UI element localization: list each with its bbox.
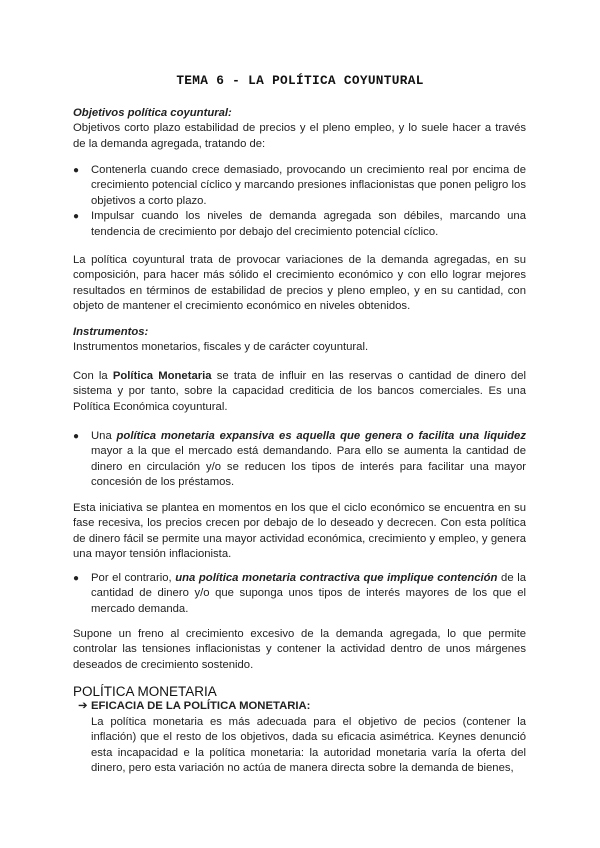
bullet-icon: ● bbox=[73, 211, 80, 223]
expansiva-bullet-block bbox=[73, 429, 526, 491]
list-item bbox=[73, 209, 526, 240]
emphasis-text: una política monetaria contractiva que implique contención bbox=[175, 572, 498, 584]
objetivos-intro: Objetivos corto plazo estabilidad de precios y el pleno empleo, y lo suele hacer a través de la demanda agregada, tratando de: bbox=[73, 122, 526, 150]
instrumentos-text: Instrumentos monetarios, fiscales y de carácter coyuntural. bbox=[73, 341, 369, 354]
list-item bbox=[73, 429, 526, 491]
bold-term: Política Monetaria bbox=[112, 370, 212, 382]
objetivos-paragraph: La política coyuntural trata de provocar variaciones de la demanda agregadas, en su composición, para hacer más sólido el crecimiento económico y con ello lograr mejores resultados en términos de estabilidad de precios y pleno empleo, y en su cantidad, con objeto de mantener el crecimiento económico en niveles obtenidos. bbox=[73, 254, 526, 313]
objetivos-list bbox=[73, 163, 526, 240]
monetaria-paragraph-2: Esta iniciativa se plantea en momentos en los que el ciclo económico se encuentra en su fase recesiva, los precios crecen por debajo de lo deseado y decrecen. Con esta política de dinero fácil se permite una mayor actividad económica, crecimiento y empleo, y genera una mayor tensión inflacionista. bbox=[73, 502, 526, 561]
list-item-text: Impulsar cuando los niveles de demanda agregada son débiles, marcando una tendencia de crecimiento por debajo del crecimiento potencial cíclico. bbox=[91, 210, 526, 238]
objetivos-paragraph-block bbox=[73, 253, 526, 315]
instrumentos-heading: Instrumentos: bbox=[73, 326, 149, 338]
text-span: de la cantidad de dinero y/o que suponga unos tipos de interés mayores de los que el mercado demanda. bbox=[91, 572, 526, 615]
monetaria-p2-block bbox=[73, 501, 526, 563]
monetaria-paragraph-1 bbox=[73, 369, 526, 415]
list-item bbox=[73, 163, 526, 209]
section-heading: POLÍTICA MONETARIA bbox=[73, 684, 217, 699]
emphasis-text: política monetaria expansiva es aquella que genera o facilita una liquidez bbox=[116, 430, 526, 442]
text-span: se trata de influir en las reservas o cantidad de dinero del sistema y por tanto, sobre la capacidad crediticia de los bancos comerciales. Es una Política Económica coyuntural. bbox=[73, 370, 526, 413]
text-span: Una bbox=[91, 430, 117, 442]
objetivos-heading: Objetivos política coyuntural: bbox=[73, 107, 232, 119]
bullet-icon: ● bbox=[73, 165, 80, 176]
expansiva-list bbox=[73, 429, 526, 491]
section-paragraph: La política monetaria es más adecuada para el objetivo de pecios (contener la inflación) que el resto de los objetivos, dada su eficacia asimétrica. Keynes denunció esta incapacidad e la política monetaria: la autoridad monetaria varía la oferta del dinero, pero esta variación no actúa de manera directa sobre la demanda de bienes, bbox=[91, 715, 526, 775]
section-body bbox=[73, 715, 526, 777]
politica-monetaria-section bbox=[73, 684, 526, 776]
monetaria-paragraph-3: Supone un freno al crecimiento excesivo de la demanda agregada, lo que permite controlar las tensiones inflacionistas y contener la actividad dentro de unos márgenes deseados de crecimiento sostenido. bbox=[73, 628, 526, 671]
subheading: EFICACIA DE LA POLÍTICA MONETARIA: bbox=[91, 700, 311, 713]
objetivos-section bbox=[73, 106, 526, 152]
bullet-icon: ● bbox=[73, 431, 80, 442]
list-item-text: Contenerla cuando crece demasiado, provocando un crecimiento real por encima de crecimiento potencial cíclico y marcando presiones inflacionistas que ponen peligro los objetivos a corto plazo. bbox=[91, 164, 526, 207]
contractiva-list bbox=[73, 571, 526, 617]
text-span: Con la bbox=[73, 370, 113, 382]
monetaria-p3-block bbox=[73, 627, 526, 673]
arrow-right-icon: ➔ bbox=[78, 700, 88, 713]
subheading-row bbox=[73, 699, 526, 714]
instrumentos-section bbox=[73, 325, 526, 356]
contractiva-bullet-block bbox=[73, 571, 526, 617]
bullet-icon: ● bbox=[73, 573, 80, 584]
monetaria-p1-block bbox=[73, 369, 526, 415]
text-span: Por el contrario, bbox=[91, 572, 176, 584]
objetivos-bullets bbox=[73, 163, 526, 240]
list-item bbox=[73, 571, 526, 617]
text-span: mayor a la que el mercado está demandando. Para ello se aumenta la cantidad de dinero en circulación y/o se reducen los tipos de interés para facilitar una mayor concesión de los préstamos. bbox=[91, 445, 526, 489]
page-title: TEMA 6 - LA POLÍTICA COYUNTURAL bbox=[176, 73, 424, 88]
